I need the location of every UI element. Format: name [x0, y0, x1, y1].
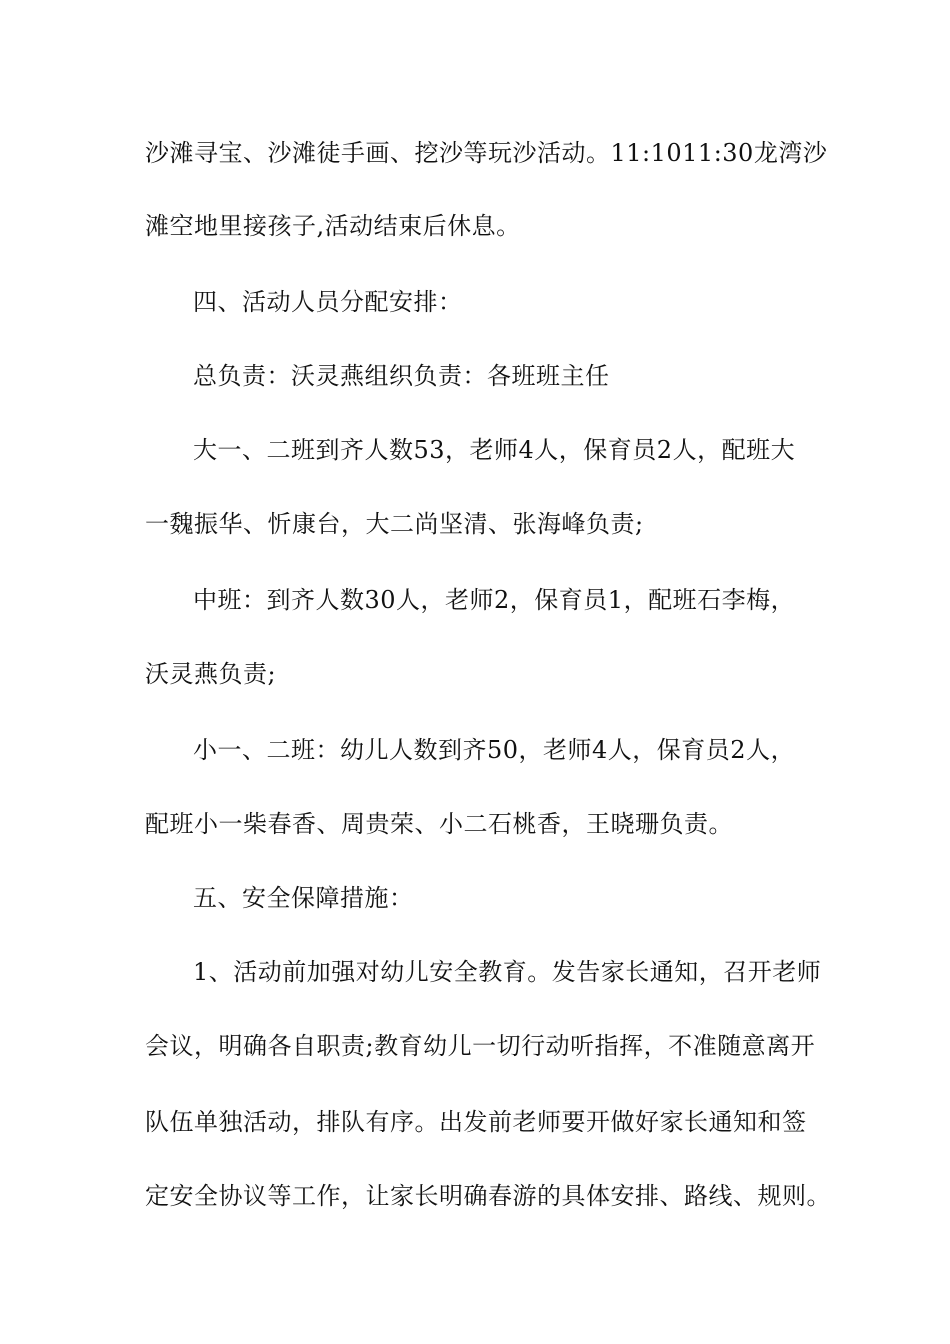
- section-heading-5: 五、安全保障措施：: [193, 884, 414, 912]
- text-line-14: 队伍单独活动，排队有序。出发前老师要开做好家长通知和签: [145, 1108, 807, 1136]
- text-line-1: 沙滩寻宝、沙滩徒手画、挖沙等玩沙活动。11:1011:30龙湾沙: [145, 139, 828, 167]
- text-line-15: 定安全协议等工作，让家长明确春游的具体安排、路线、规则。: [145, 1182, 831, 1210]
- text-line-4: 总负责：沃灵燕组织负责：各班班主任: [193, 362, 610, 390]
- text-line-10: 配班小一柴春香、周贵荣、小二石桃香，王晓珊负责。: [145, 810, 733, 838]
- section-heading-4: 四、活动人员分配安排：: [193, 288, 463, 316]
- text-line-6: 一魏振华、忻康台，大二尚坚清、张海峰负责;: [145, 510, 644, 538]
- text-line-13: 会议，明确各自职责;教育幼儿一切行动听指挥，不准随意离开: [145, 1032, 816, 1060]
- text-line-12: 1、活动前加强对幼儿安全教育。发告家长通知，召开老师: [193, 958, 822, 986]
- text-line-7: 中班：到齐人数30人，老师2，保育员1，配班石李梅，: [193, 586, 796, 614]
- text-line-8: 沃灵燕负责;: [145, 660, 277, 688]
- text-line-9: 小一、二班：幼儿人数到齐50，老师4人，保育员2人，: [193, 736, 796, 764]
- text-line-5: 大一、二班到齐人数53，老师4人，保育员2人，配班大: [193, 436, 796, 464]
- text-line-2: 滩空地里接孩子,活动结束后休息。: [145, 212, 521, 240]
